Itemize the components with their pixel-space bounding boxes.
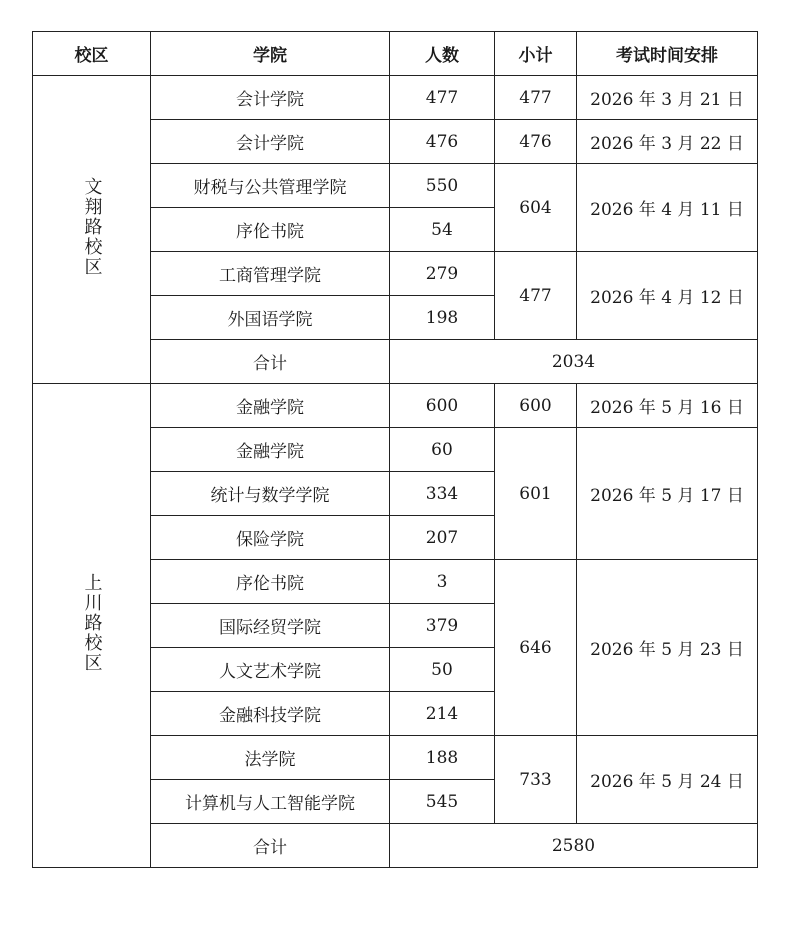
college-cell: 会计学院 <box>151 120 390 164</box>
college-cell: 法学院 <box>151 736 390 780</box>
header-count: 人数 <box>390 32 495 76</box>
count-cell: 600 <box>390 384 495 428</box>
count-cell: 334 <box>390 472 495 516</box>
count-cell: 188 <box>390 736 495 780</box>
count-cell: 207 <box>390 516 495 560</box>
count-cell: 50 <box>390 648 495 692</box>
count-cell: 54 <box>390 208 495 252</box>
table-row <box>33 76 758 120</box>
college-cell: 会计学院 <box>151 76 390 120</box>
total-label: 合计 <box>151 824 390 868</box>
college-cell: 工商管理学院 <box>151 252 390 296</box>
total-value: 2034 <box>390 340 758 384</box>
count-cell: 279 <box>390 252 495 296</box>
header-college: 学院 <box>151 32 390 76</box>
college-cell: 统计与数学学院 <box>151 472 390 516</box>
count-cell: 545 <box>390 780 495 824</box>
exam-date-cell: 2026 年 4 月 11 日 <box>577 164 758 252</box>
subtotal-cell: 604 <box>495 164 577 252</box>
subtotal-cell: 733 <box>495 736 577 824</box>
exam-date-cell: 2026 年 3 月 22 日 <box>577 120 758 164</box>
subtotal-cell: 477 <box>495 252 577 340</box>
header-subtotal: 小计 <box>495 32 577 76</box>
exam-date-cell: 2026 年 5 月 17 日 <box>577 428 758 560</box>
count-cell: 3 <box>390 560 495 604</box>
college-cell: 序伦书院 <box>151 560 390 604</box>
campus-cell <box>33 384 151 868</box>
header-campus: 校区 <box>33 32 151 76</box>
college-cell: 人文艺术学院 <box>151 648 390 692</box>
count-cell: 476 <box>390 120 495 164</box>
count-cell: 477 <box>390 76 495 120</box>
count-cell: 198 <box>390 296 495 340</box>
campus-cell <box>33 76 151 384</box>
college-cell: 金融学院 <box>151 428 390 472</box>
subtotal-cell: 646 <box>495 560 577 736</box>
subtotal-cell: 601 <box>495 428 577 560</box>
college-cell: 外国语学院 <box>151 296 390 340</box>
college-cell: 国际经贸学院 <box>151 604 390 648</box>
campus-name: 上川路校区 <box>81 573 103 673</box>
table-row <box>33 384 758 428</box>
header-row <box>33 32 758 76</box>
total-value: 2580 <box>390 824 758 868</box>
college-cell: 财税与公共管理学院 <box>151 164 390 208</box>
college-cell: 序伦书院 <box>151 208 390 252</box>
exam-date-cell: 2026 年 3 月 21 日 <box>577 76 758 120</box>
count-cell: 379 <box>390 604 495 648</box>
exam-date-cell: 2026 年 5 月 24 日 <box>577 736 758 824</box>
campus-name: 文翔路校区 <box>81 177 103 277</box>
exam-date-cell: 2026 年 5 月 16 日 <box>577 384 758 428</box>
count-cell: 214 <box>390 692 495 736</box>
college-cell: 金融科技学院 <box>151 692 390 736</box>
college-cell: 保险学院 <box>151 516 390 560</box>
subtotal-cell: 477 <box>495 76 577 120</box>
college-cell: 金融学院 <box>151 384 390 428</box>
subtotal-cell: 600 <box>495 384 577 428</box>
exam-schedule-table <box>32 31 758 868</box>
count-cell: 60 <box>390 428 495 472</box>
header-exam-time: 考试时间安排 <box>577 32 758 76</box>
exam-date-cell: 2026 年 5 月 23 日 <box>577 560 758 736</box>
total-label: 合计 <box>151 340 390 384</box>
exam-date-cell: 2026 年 4 月 12 日 <box>577 252 758 340</box>
subtotal-cell: 476 <box>495 120 577 164</box>
count-cell: 550 <box>390 164 495 208</box>
college-cell: 计算机与人工智能学院 <box>151 780 390 824</box>
